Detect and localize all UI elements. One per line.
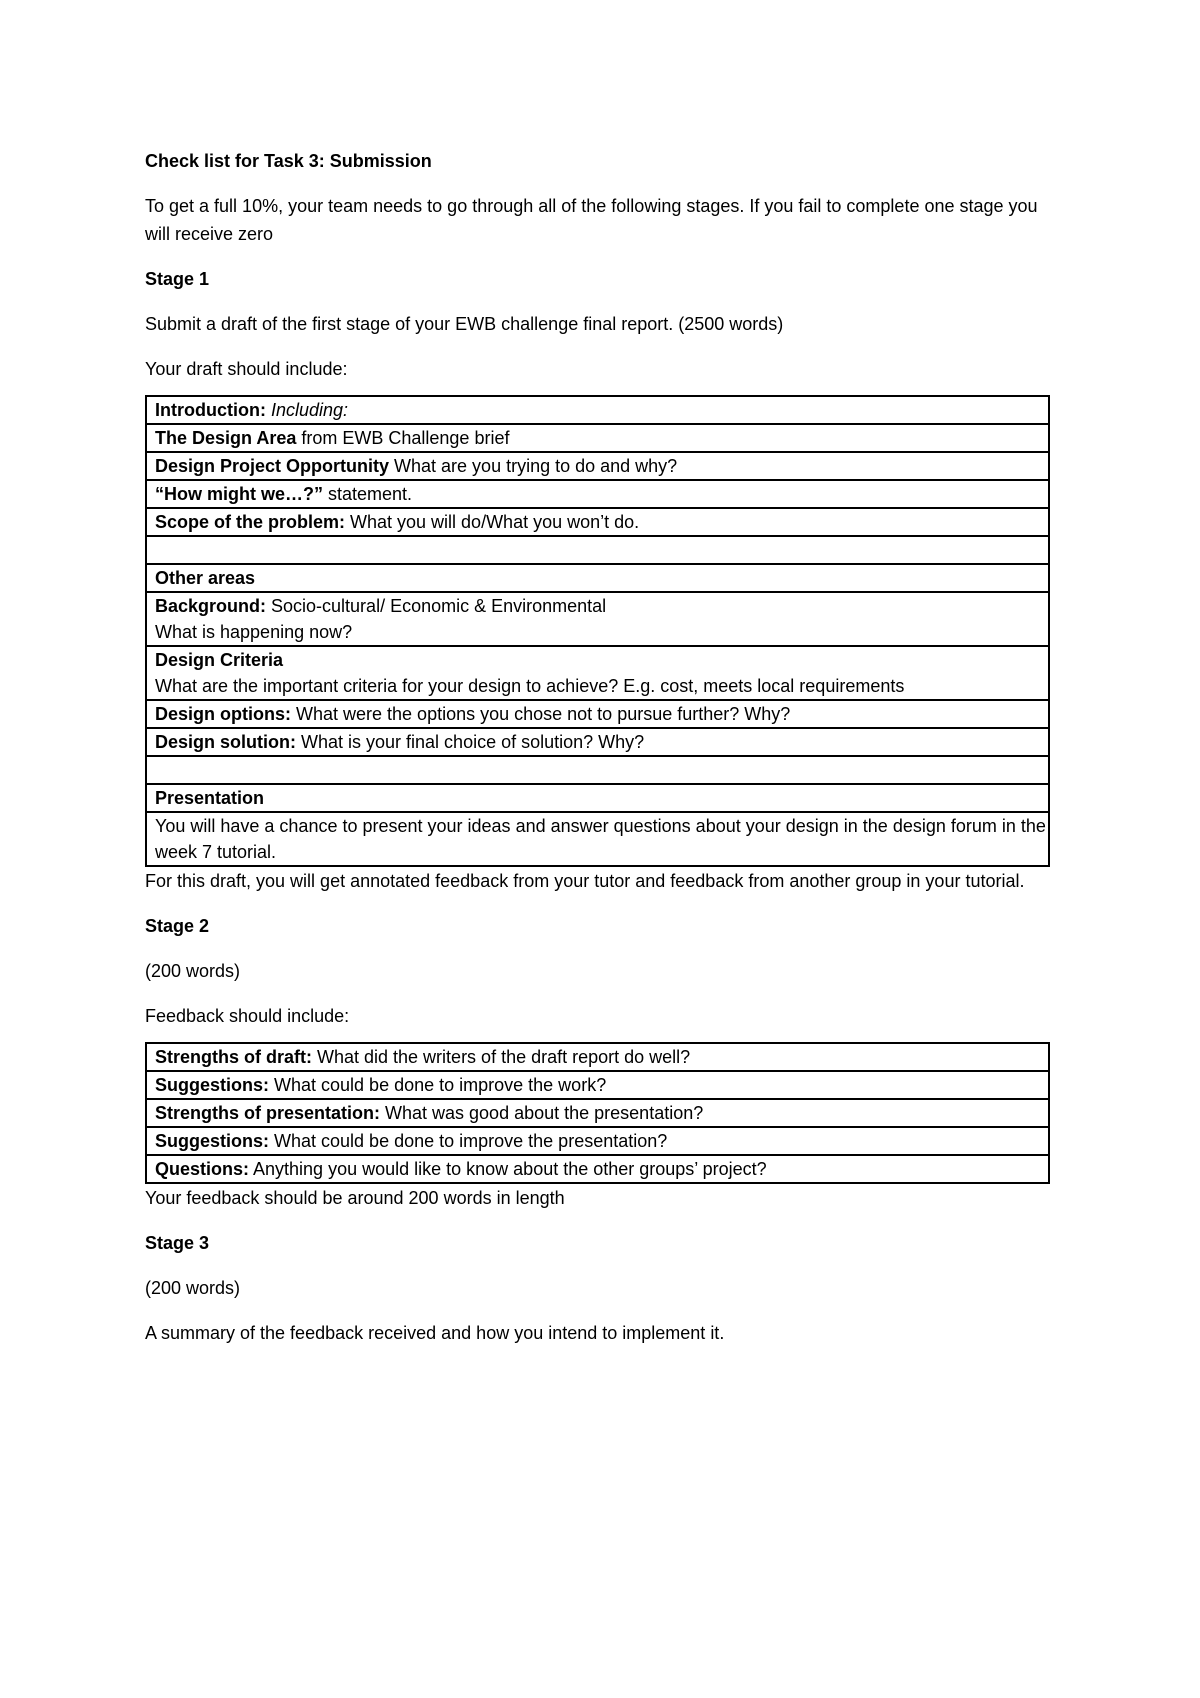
stage-1-after-text: For this draft, you will get annotated feedback from your tutor and feedback from another group in your tutorial.	[145, 871, 1025, 891]
stage-2-feedback-table	[145, 1042, 1050, 1184]
row-bold-label: Suggestions:	[155, 1075, 270, 1095]
table-row	[146, 452, 1049, 480]
stage-3-heading: Stage 3	[145, 1233, 210, 1253]
table-row	[146, 1155, 1049, 1183]
table-row	[146, 592, 1049, 646]
row-text: Socio-cultural/ Economic & Environmental	[266, 596, 607, 616]
row-text: What did the writers of the draft report do well?	[312, 1047, 691, 1067]
table-row	[146, 480, 1049, 508]
document-page	[145, 147, 1055, 1364]
table-row	[146, 646, 1049, 700]
row-bold-label: Strengths of presentation:	[155, 1103, 381, 1123]
row-text: What are you trying to do and why?	[389, 456, 678, 476]
table-row	[146, 564, 1049, 592]
row-bold-label: Design options:	[155, 704, 291, 724]
row-text: What was good about the presentation?	[380, 1103, 704, 1123]
row-text: What is your final choice of solution? Why?	[296, 732, 645, 752]
row-text: You will have a chance to present your ideas and answer questions about your design in the design forum in the week 7 tutorial.	[155, 816, 1046, 862]
table-row	[146, 1071, 1049, 1099]
stage-1-checklist-table	[145, 395, 1050, 867]
table-row	[146, 784, 1049, 812]
stage-1-text: Submit a draft of the first stage of your EWB challenge final report. (2500 words)	[145, 314, 784, 334]
stage-3-text: A summary of the feedback received and how you intend to implement it.	[145, 1323, 725, 1343]
table-row	[146, 1127, 1049, 1155]
stage-2-words: (200 words)	[145, 961, 241, 981]
row-bold-label: The Design Area	[155, 428, 297, 448]
table-row	[146, 424, 1049, 452]
row-bold-label: Suggestions:	[155, 1131, 270, 1151]
row-bold-label: Design solution:	[155, 732, 296, 752]
intro-paragraph: To get a full 10%, your team needs to go through all of the following stages. If you fail to complete one stage you will receive zero	[145, 196, 1038, 244]
document-title: Check list for Task 3: Submission	[145, 151, 432, 171]
row-text: What were the options you chose not to pursue further? Why?	[291, 704, 791, 724]
row-text-line2: What is happening now?	[155, 622, 353, 642]
table-row	[146, 728, 1049, 756]
table-row	[146, 812, 1049, 866]
row-bold-label: Design Project Opportunity	[155, 456, 390, 476]
stage-1-lead: Your draft should include:	[145, 359, 348, 379]
row-text: from EWB Challenge brief	[296, 428, 510, 448]
row-text: Anything you would like to know about the other groups’ project?	[249, 1159, 767, 1179]
row-italic-text: Including:	[265, 400, 349, 420]
table-row	[146, 1043, 1049, 1071]
row-text-line2: What are the important criteria for your design to achieve? E.g. cost, meets local requirements	[155, 676, 905, 696]
row-bold-label: Other areas	[155, 568, 256, 588]
row-bold-label: Scope of the problem:	[155, 512, 346, 532]
table-row	[146, 700, 1049, 728]
row-bold-label: Questions:	[155, 1159, 250, 1179]
row-bold-label: Strengths of draft:	[155, 1047, 312, 1067]
stage-2-heading: Stage 2	[145, 916, 210, 936]
row-bold-label: “How might we…?”	[155, 484, 323, 504]
row-bold-label: Background:	[155, 596, 267, 616]
row-bold-label: Presentation	[155, 788, 265, 808]
stage-2-after-text: Your feedback should be around 200 words in length	[145, 1188, 565, 1208]
row-bold-label: Design Criteria	[155, 650, 284, 670]
stage-3-words: (200 words)	[145, 1278, 241, 1298]
row-text: What you will do/What you won’t do.	[345, 512, 640, 532]
table-row	[146, 508, 1049, 536]
table-row-empty	[146, 536, 1049, 564]
row-text: What could be done to improve the work?	[269, 1075, 607, 1095]
row-text: statement.	[323, 484, 413, 504]
row-text: What could be done to improve the presentation?	[269, 1131, 668, 1151]
row-bold-label: Introduction:	[155, 400, 266, 420]
stage-2-lead: Feedback should include:	[145, 1006, 350, 1026]
stage-1-heading: Stage 1	[145, 269, 210, 289]
table-row	[146, 396, 1049, 424]
table-row-empty	[146, 756, 1049, 784]
table-row	[146, 1099, 1049, 1127]
